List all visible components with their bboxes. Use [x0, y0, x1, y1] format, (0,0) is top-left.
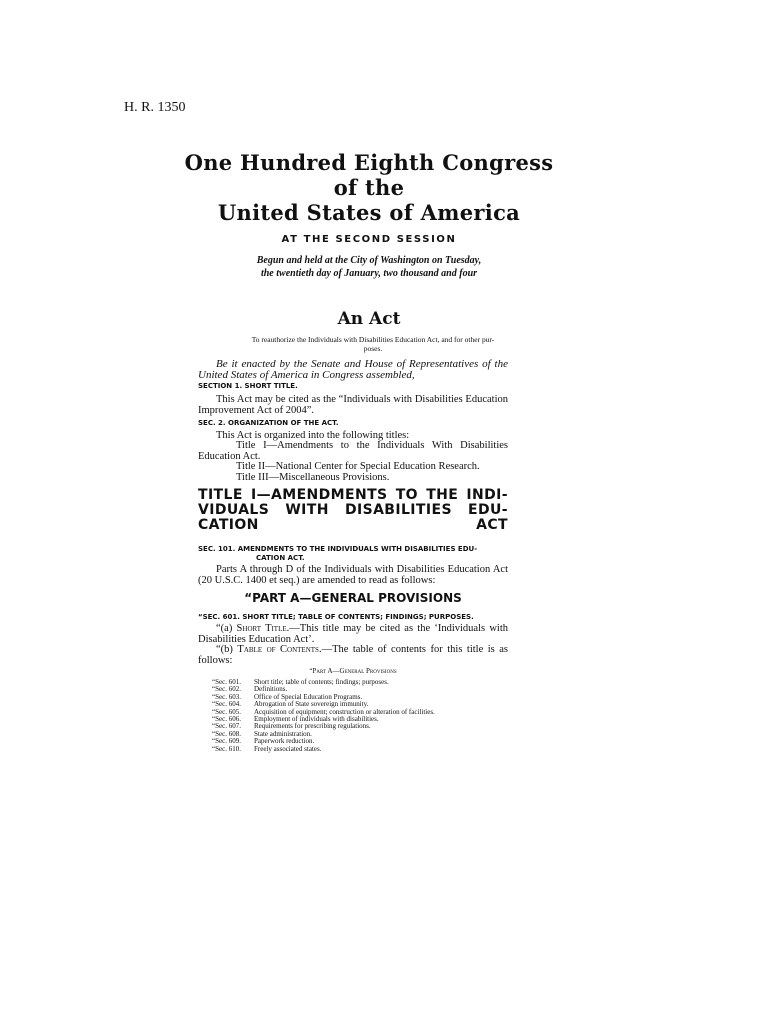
- toc-row: “Sec. 601. Short title; table of contents; findings; purposes.: [212, 678, 389, 686]
- congress-heading-line-3: United States of America: [217, 200, 521, 225]
- title-list: [198, 441, 508, 483]
- purpose-line-2: poses.: [363, 344, 383, 353]
- congress-heading-line-1: One Hundred Eighth Congress: [184, 150, 554, 175]
- congress-heading-line-2: of the: [333, 175, 405, 200]
- title-list-item: Title III—Miscellaneous Provisions.: [236, 471, 390, 483]
- toc-row: “Sec. 609. Paperwork reduction.: [212, 737, 315, 746]
- toc-row: “Sec. 602. Definitions.: [212, 685, 288, 694]
- section-101-heading: [198, 545, 508, 563]
- section-101-heading-line-2: CATION ACT.: [256, 554, 305, 562]
- short-title-prefix: “(a): [216, 623, 237, 634]
- enacting-clause: Be it enacted by the Senate and House of Representatives of the United States of America in Congress assembled,: [198, 358, 508, 381]
- section-601-heading: “SEC. 601. SHORT TITLE; TABLE OF CONTENTS; FINDINGS; PURPOSES.: [198, 613, 474, 621]
- section-2-heading: SEC. 2. ORGANIZATION OF THE ACT.: [198, 419, 339, 427]
- title-1-heading: TITLE I—AMENDMENTS TO THE INDI- VIDUALS WITH DISABILITIES EDU- CATION ACT: [198, 487, 508, 533]
- purpose-statement: [204, 335, 542, 353]
- toc-prefix: “(b): [216, 644, 238, 655]
- title-list-item: Title II—National Center for Special Education Research.: [236, 461, 480, 472]
- toc-row: “Sec. 606. Employment of individuals with disabilities.: [212, 715, 379, 724]
- title-list-item: Title I—Amendments to the Individuals With Disabilities Education Act.: [198, 440, 508, 462]
- short-title-paragraph: [198, 624, 508, 645]
- short-title-label: Short Title: [236, 623, 287, 634]
- begun-line-2: the twentieth day of January, two thousand and four: [260, 268, 478, 279]
- toc-row: “Sec. 603. Office of Special Education Programs.: [212, 692, 363, 701]
- toc-row: “Sec. 608. State administration.: [212, 729, 312, 738]
- section-2-text: This Act is organized into the following titles:: [216, 430, 410, 441]
- toc-row: “Sec. 607. Requirements for prescribing regulations.: [212, 722, 371, 731]
- toc-row: “Sec. 610. Freely associated states.: [212, 744, 322, 753]
- section-101-text: Parts A through D of the Individuals with Disabilities Education Act (20 U.S.C. 1400 et seq.) are amended to read as follows:: [198, 564, 508, 586]
- table-of-contents-paragraph: [198, 645, 508, 666]
- toc-row: “Sec. 604. Abrogation of State sovereign immunity.: [212, 700, 369, 709]
- an-act-heading: An Act: [337, 309, 401, 329]
- short-title-text: .—This title may be cited as the ‘Individuals with Disabilities Education Act’.: [198, 623, 508, 645]
- section-101-heading-line-1: SEC. 101. AMENDMENTS TO THE INDIVIDUALS WITH DISABILITIES EDU-: [198, 545, 478, 553]
- bill-number: H. R. 1350: [124, 100, 186, 115]
- part-a-heading: “PART A—GENERAL PROVISIONS: [244, 591, 462, 605]
- section-1-text: This Act may be cited as the “Individuals with Disabilities Education Improvement Act of 2004”.: [198, 394, 508, 416]
- toc-row: “Sec. 605. Acquisition of equipment; construction or alteration of facilities.: [212, 707, 435, 716]
- toc-heading: “Part A—General Provisions: [309, 667, 397, 675]
- toc-list: [212, 679, 512, 753]
- session-line: AT THE SECOND SESSION: [281, 234, 457, 245]
- purpose-line-1: To reauthorize the Individuals with Disabilities Education Act, and for other pur-: [251, 335, 495, 344]
- begun-statement: [0, 254, 738, 280]
- toc-label: Table of Contents: [237, 644, 319, 655]
- begun-line-1: Begun and held at the City of Washington on Tuesday,: [256, 255, 482, 266]
- toc-text: .—The table of contents for this title is as follows:: [198, 644, 509, 666]
- section-1-heading: SECTION 1. SHORT TITLE.: [198, 382, 298, 390]
